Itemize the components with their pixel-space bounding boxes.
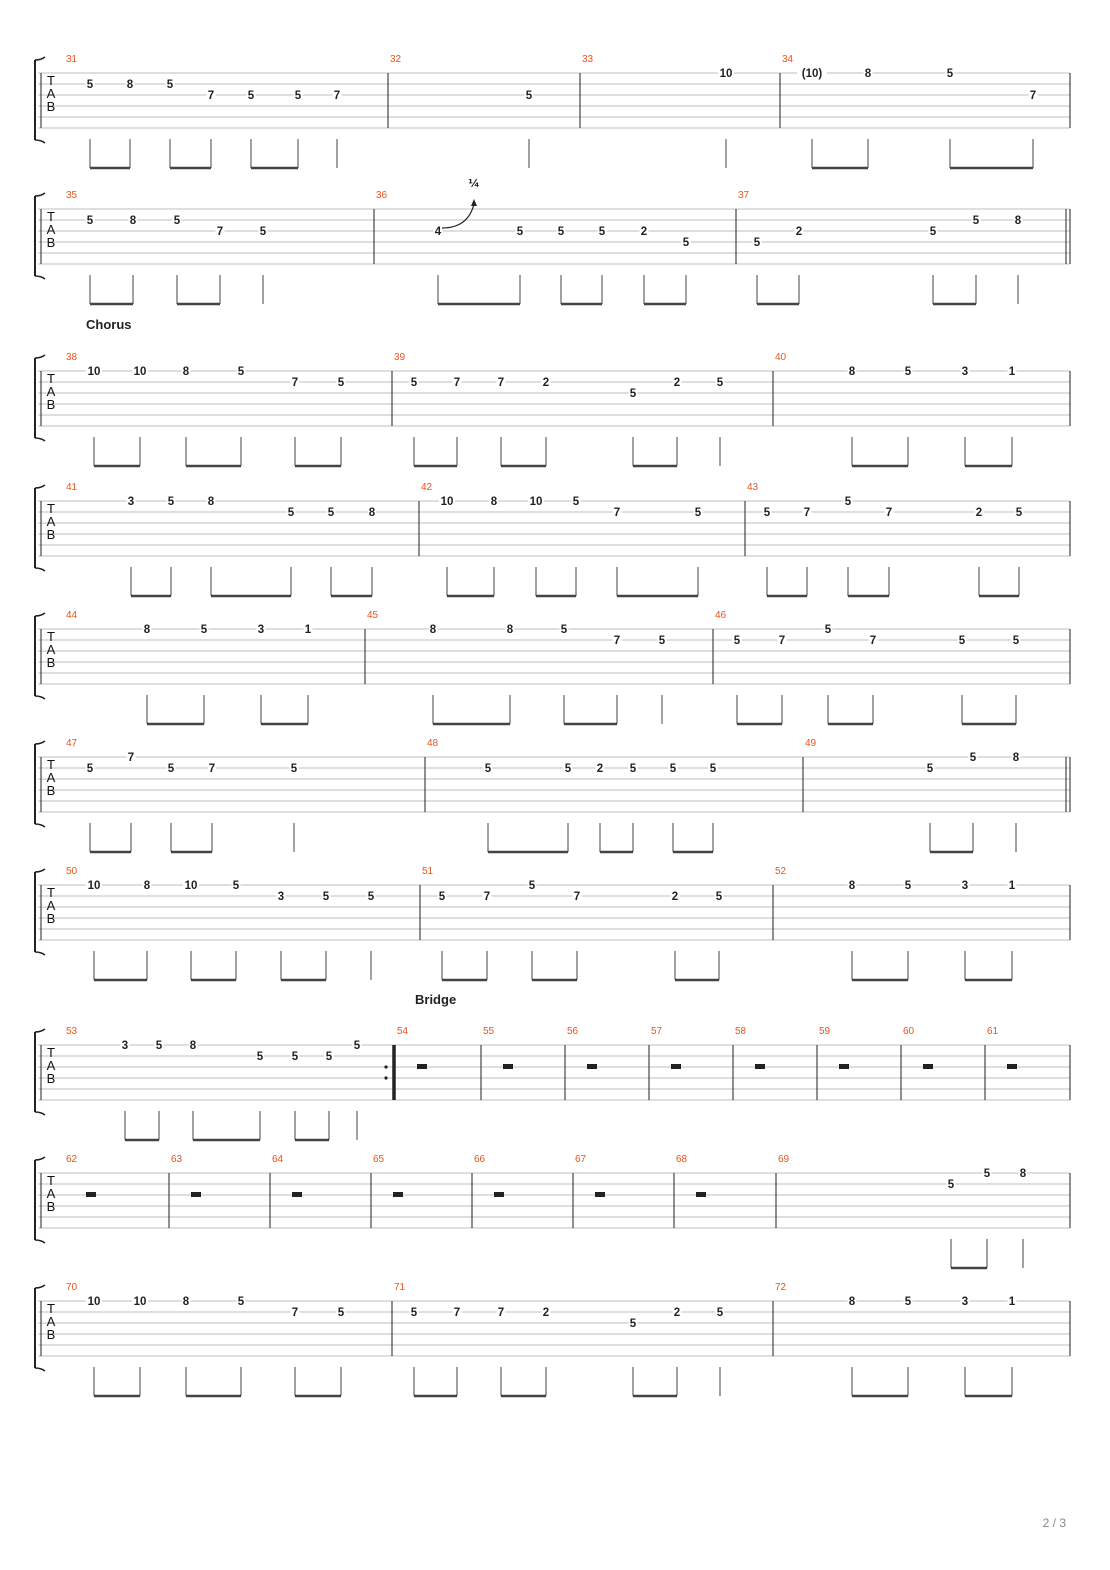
bar-number: 58	[735, 1026, 747, 1037]
fret-number: 5	[155, 1040, 163, 1052]
fret-number: 8	[182, 366, 190, 378]
whole-rest	[86, 1192, 96, 1197]
fret-number: 4	[434, 226, 442, 238]
fret-number: 10	[133, 366, 147, 378]
bracket-hook-bottom	[35, 140, 45, 143]
tab-clef-letter: A	[46, 514, 56, 529]
bar-number: 53	[66, 1026, 78, 1037]
bar-number: 50	[66, 866, 78, 877]
bar-number: 48	[427, 738, 439, 749]
tab-clef-letter: T	[47, 1173, 55, 1188]
bracket-hook-bottom	[35, 824, 45, 827]
bar-number: 36	[376, 190, 388, 201]
fret-number: 3	[961, 1296, 969, 1308]
whole-rest	[417, 1064, 427, 1069]
fret-number: 8	[182, 1296, 190, 1308]
section-label: Bridge	[415, 992, 457, 1007]
bar-number: 42	[421, 482, 433, 493]
fret-number: 5	[337, 377, 345, 389]
fret-number: 7	[291, 1307, 299, 1319]
fret-number: 3	[121, 1040, 129, 1052]
bar-number: 45	[367, 610, 379, 621]
repeat-dot	[384, 1065, 387, 1068]
fret-number: 5	[287, 507, 295, 519]
fret-number: 2	[640, 226, 648, 238]
bar-number: 66	[474, 1154, 486, 1165]
fret-number: 7	[778, 635, 786, 647]
fret-number: 10	[440, 496, 454, 508]
fret-number: 5	[86, 763, 94, 775]
fret-number: 5	[237, 366, 245, 378]
bracket-hook-bottom	[35, 952, 45, 955]
bar-number: 31	[66, 54, 78, 65]
whole-rest	[587, 1064, 597, 1069]
bracket-hook-top	[35, 57, 45, 60]
fret-number: 10	[184, 880, 198, 892]
fret-number: 7	[885, 507, 893, 519]
fret-number: (10)	[801, 68, 823, 80]
fret-number: 8	[848, 1296, 856, 1308]
fret-number: 3	[277, 891, 285, 903]
tab-system	[35, 738, 1070, 852]
fret-number: 5	[715, 891, 723, 903]
fret-number: 5	[525, 90, 533, 102]
bar-number: 47	[66, 738, 78, 749]
fret-number: 5	[166, 79, 174, 91]
section-label: Chorus	[86, 317, 132, 332]
fret-number: 1	[1008, 880, 1016, 892]
whole-rest	[1007, 1064, 1017, 1069]
tab-clef-letter: T	[47, 501, 55, 516]
fret-number: 5	[410, 377, 418, 389]
fret-number: 7	[483, 891, 491, 903]
tab-clef-letter: A	[46, 1058, 56, 1073]
fret-number: 5	[694, 507, 702, 519]
tab-clef-letter: T	[47, 371, 55, 386]
fret-number: 8	[126, 79, 134, 91]
fret-number: 5	[325, 1051, 333, 1063]
tab-clef-letter: B	[46, 397, 56, 412]
fret-number: 2	[673, 377, 681, 389]
whole-rest	[839, 1064, 849, 1069]
whole-rest	[292, 1192, 302, 1197]
fret-number: 5	[291, 1051, 299, 1063]
bar-number: 55	[483, 1026, 495, 1037]
fret-number: 5	[256, 1051, 264, 1063]
fret-number: 5	[972, 215, 980, 227]
bracket-hook-bottom	[35, 276, 45, 279]
tab-system	[35, 1154, 1070, 1268]
fret-number: 5	[237, 1296, 245, 1308]
tab-system	[35, 866, 1070, 980]
tab-clef-letter: T	[47, 629, 55, 644]
fret-number: 5	[290, 763, 298, 775]
fret-number: 1	[1008, 366, 1016, 378]
fret-number: 10	[529, 496, 543, 508]
bar-number: 46	[715, 610, 727, 621]
bend-arrowhead	[471, 199, 477, 206]
whole-rest	[923, 1064, 933, 1069]
fret-number: 7	[613, 507, 621, 519]
tab-system	[35, 54, 1070, 168]
tab-clef-letter: B	[46, 783, 56, 798]
fret-number: 7	[613, 635, 621, 647]
whole-rest	[595, 1192, 605, 1197]
bar-number: 41	[66, 482, 78, 493]
fret-number: 8	[848, 366, 856, 378]
bracket-hook-top	[35, 741, 45, 744]
bar-number: 62	[66, 1154, 78, 1165]
fret-number: 5	[560, 624, 568, 636]
fret-number: 5	[904, 880, 912, 892]
fret-number: 5	[958, 635, 966, 647]
fret-number: 8	[368, 507, 376, 519]
bend-amount: ¼	[468, 177, 480, 190]
bracket-hook-top	[35, 1285, 45, 1288]
fret-number: 5	[200, 624, 208, 636]
fret-number: 7	[333, 90, 341, 102]
fret-number: 7	[869, 635, 877, 647]
fret-number: 5	[658, 635, 666, 647]
bar-number: 60	[903, 1026, 915, 1037]
fret-number: 5	[716, 1307, 724, 1319]
bend-arrow	[442, 204, 474, 228]
bar-number: 49	[805, 738, 817, 749]
tab-clef-letter: A	[46, 384, 56, 399]
tab-clef-letter: A	[46, 86, 56, 101]
repeat-dot	[384, 1076, 387, 1079]
tab-clef-letter: B	[46, 99, 56, 114]
fret-number: 5	[367, 891, 375, 903]
fret-number: 2	[596, 763, 604, 775]
fret-number: 5	[844, 496, 852, 508]
fret-number: 8	[1012, 752, 1020, 764]
fret-number: 8	[1019, 1168, 1027, 1180]
fret-number: 7	[1029, 90, 1037, 102]
fret-number: 7	[497, 1307, 505, 1319]
bar-number: 63	[171, 1154, 183, 1165]
fret-number: 7	[497, 377, 505, 389]
tab-system	[35, 317, 1070, 466]
fret-number: 5	[669, 763, 677, 775]
tab-clef-letter: T	[47, 1045, 55, 1060]
fret-number: 5	[969, 752, 977, 764]
bar-number: 44	[66, 610, 78, 621]
tab-clef-letter: B	[46, 1071, 56, 1086]
bar-number: 65	[373, 1154, 385, 1165]
fret-number: 8	[189, 1040, 197, 1052]
tab-clef-letter: A	[46, 898, 56, 913]
whole-rest	[191, 1192, 201, 1197]
tab-clef-letter: T	[47, 885, 55, 900]
whole-rest	[755, 1064, 765, 1069]
fret-number: 8	[506, 624, 514, 636]
bar-number: 54	[397, 1026, 409, 1037]
tab-clef-letter: A	[46, 222, 56, 237]
fret-number: 5	[232, 880, 240, 892]
bar-number: 51	[422, 866, 434, 877]
bracket-hook-bottom	[35, 1112, 45, 1115]
whole-rest	[503, 1064, 513, 1069]
fret-number: 7	[803, 507, 811, 519]
fret-number: 5	[167, 496, 175, 508]
fret-number: 5	[629, 388, 637, 400]
fret-number: 5	[484, 763, 492, 775]
fret-number: 5	[86, 215, 94, 227]
tab-clef-letter: A	[46, 642, 56, 657]
bracket-hook-top	[35, 613, 45, 616]
fret-number: 5	[327, 507, 335, 519]
fret-number: 3	[257, 624, 265, 636]
tab-system	[35, 992, 1070, 1140]
tab-system	[35, 482, 1070, 596]
fret-number: 5	[259, 226, 267, 238]
fret-number: 10	[87, 366, 101, 378]
bar-number: 52	[775, 866, 787, 877]
fret-number: 3	[127, 496, 135, 508]
fret-number: 10	[87, 880, 101, 892]
fret-number: 5	[173, 215, 181, 227]
tab-clef-letter: B	[46, 655, 56, 670]
fret-number: 7	[216, 226, 224, 238]
fret-number: 5	[709, 763, 717, 775]
bar-number: 59	[819, 1026, 831, 1037]
fret-number: 7	[453, 1307, 461, 1319]
tab-clef-letter: A	[46, 1186, 56, 1201]
fret-number: 10	[87, 1296, 101, 1308]
tab-system	[35, 610, 1070, 724]
tab-clef-letter: T	[47, 209, 55, 224]
bar-number: 57	[651, 1026, 663, 1037]
bar-number: 67	[575, 1154, 587, 1165]
bar-number: 38	[66, 352, 78, 363]
fret-number: 2	[542, 377, 550, 389]
fret-number: 8	[1014, 215, 1022, 227]
tab-clef-letter: T	[47, 73, 55, 88]
fret-number: 8	[143, 624, 151, 636]
bar-number: 69	[778, 1154, 790, 1165]
bar-number: 71	[394, 1282, 406, 1293]
fret-number: 8	[864, 68, 872, 80]
fret-number: 8	[490, 496, 498, 508]
bar-number: 40	[775, 352, 787, 363]
fret-number: 5	[86, 79, 94, 91]
bar-number: 34	[782, 54, 794, 65]
fret-number: 5	[516, 226, 524, 238]
bar-number: 70	[66, 1282, 78, 1293]
bar-number: 72	[775, 1282, 787, 1293]
tab-clef-letter: A	[46, 1314, 56, 1329]
bar-number: 39	[394, 352, 406, 363]
fret-number: 2	[673, 1307, 681, 1319]
fret-number: 5	[904, 1296, 912, 1308]
fret-number: 5	[926, 763, 934, 775]
fret-number: 2	[795, 226, 803, 238]
fret-number: 5	[929, 226, 937, 238]
bar-number: 43	[747, 482, 759, 493]
tab-system	[35, 1282, 1070, 1396]
bracket-hook-bottom	[35, 1368, 45, 1371]
fret-number: 5	[322, 891, 330, 903]
fret-number: 5	[629, 1318, 637, 1330]
tab-clef-letter: T	[47, 1301, 55, 1316]
fret-number: 5	[438, 891, 446, 903]
bar-number: 35	[66, 190, 78, 201]
fret-number: 5	[1012, 635, 1020, 647]
fret-number: 5	[763, 507, 771, 519]
bar-number: 68	[676, 1154, 688, 1165]
fret-number: 7	[127, 752, 135, 764]
bar-number: 32	[390, 54, 402, 65]
fret-number: 2	[542, 1307, 550, 1319]
whole-rest	[494, 1192, 504, 1197]
page-number: 2 / 3	[1042, 1516, 1066, 1530]
tab-clef-letter: B	[46, 527, 56, 542]
fret-number: 10	[133, 1296, 147, 1308]
tab-clef-letter: A	[46, 770, 56, 785]
fret-number: 5	[557, 226, 565, 238]
fret-number: 5	[564, 763, 572, 775]
fret-number: 8	[143, 880, 151, 892]
tab-clef-letter: B	[46, 911, 56, 926]
tab-clef-letter: B	[46, 1327, 56, 1342]
fret-number: 5	[353, 1040, 361, 1052]
whole-rest	[696, 1192, 706, 1197]
fret-number: 5	[904, 366, 912, 378]
fret-number: 8	[207, 496, 215, 508]
fret-number: 1	[1008, 1296, 1016, 1308]
fret-number: 7	[453, 377, 461, 389]
bracket-hook-top	[35, 193, 45, 196]
bracket-hook-top	[35, 1029, 45, 1032]
bar-number: 64	[272, 1154, 284, 1165]
fret-number: 5	[572, 496, 580, 508]
fret-number: 2	[671, 891, 679, 903]
fret-number: 7	[207, 90, 215, 102]
bracket-hook-bottom	[35, 568, 45, 571]
fret-number: 5	[528, 880, 536, 892]
bracket-hook-bottom	[35, 1240, 45, 1243]
tab-system	[35, 190, 1070, 304]
tab-clef-letter: B	[46, 1199, 56, 1214]
whole-rest	[671, 1064, 681, 1069]
fret-number: 5	[337, 1307, 345, 1319]
bracket-hook-top	[35, 1157, 45, 1160]
fret-number: 5	[682, 237, 690, 249]
fret-number: 5	[983, 1168, 991, 1180]
bracket-hook-bottom	[35, 438, 45, 441]
fret-number: 5	[167, 763, 175, 775]
fret-number: 3	[961, 366, 969, 378]
tab-clef-letter: B	[46, 235, 56, 250]
whole-rest	[393, 1192, 403, 1197]
fret-number: 7	[291, 377, 299, 389]
fret-number: 5	[824, 624, 832, 636]
bar-number: 56	[567, 1026, 579, 1037]
bar-number: 61	[987, 1026, 999, 1037]
fret-number: 5	[733, 635, 741, 647]
fret-number: 8	[848, 880, 856, 892]
fret-number: 5	[947, 1179, 955, 1191]
fret-number: 1	[304, 624, 312, 636]
bracket-hook-top	[35, 869, 45, 872]
fret-number: 2	[975, 507, 983, 519]
fret-number: 5	[629, 763, 637, 775]
fret-number: 5	[410, 1307, 418, 1319]
bracket-hook-top	[35, 485, 45, 488]
fret-number: 5	[753, 237, 761, 249]
fret-number: 5	[1015, 507, 1023, 519]
fret-number: 5	[716, 377, 724, 389]
fret-number: 7	[573, 891, 581, 903]
fret-number: 8	[429, 624, 437, 636]
fret-number: 10	[719, 68, 733, 80]
fret-number: 3	[961, 880, 969, 892]
bracket-hook-bottom	[35, 696, 45, 699]
fret-number: 5	[247, 90, 255, 102]
fret-number: 5	[946, 68, 954, 80]
fret-number: 7	[208, 763, 216, 775]
tab-clef-letter: T	[47, 757, 55, 772]
bracket-hook-top	[35, 355, 45, 358]
bar-number: 37	[738, 190, 750, 201]
fret-number: 5	[598, 226, 606, 238]
fret-number: 8	[129, 215, 137, 227]
bar-number: 33	[582, 54, 594, 65]
fret-number: 5	[294, 90, 302, 102]
